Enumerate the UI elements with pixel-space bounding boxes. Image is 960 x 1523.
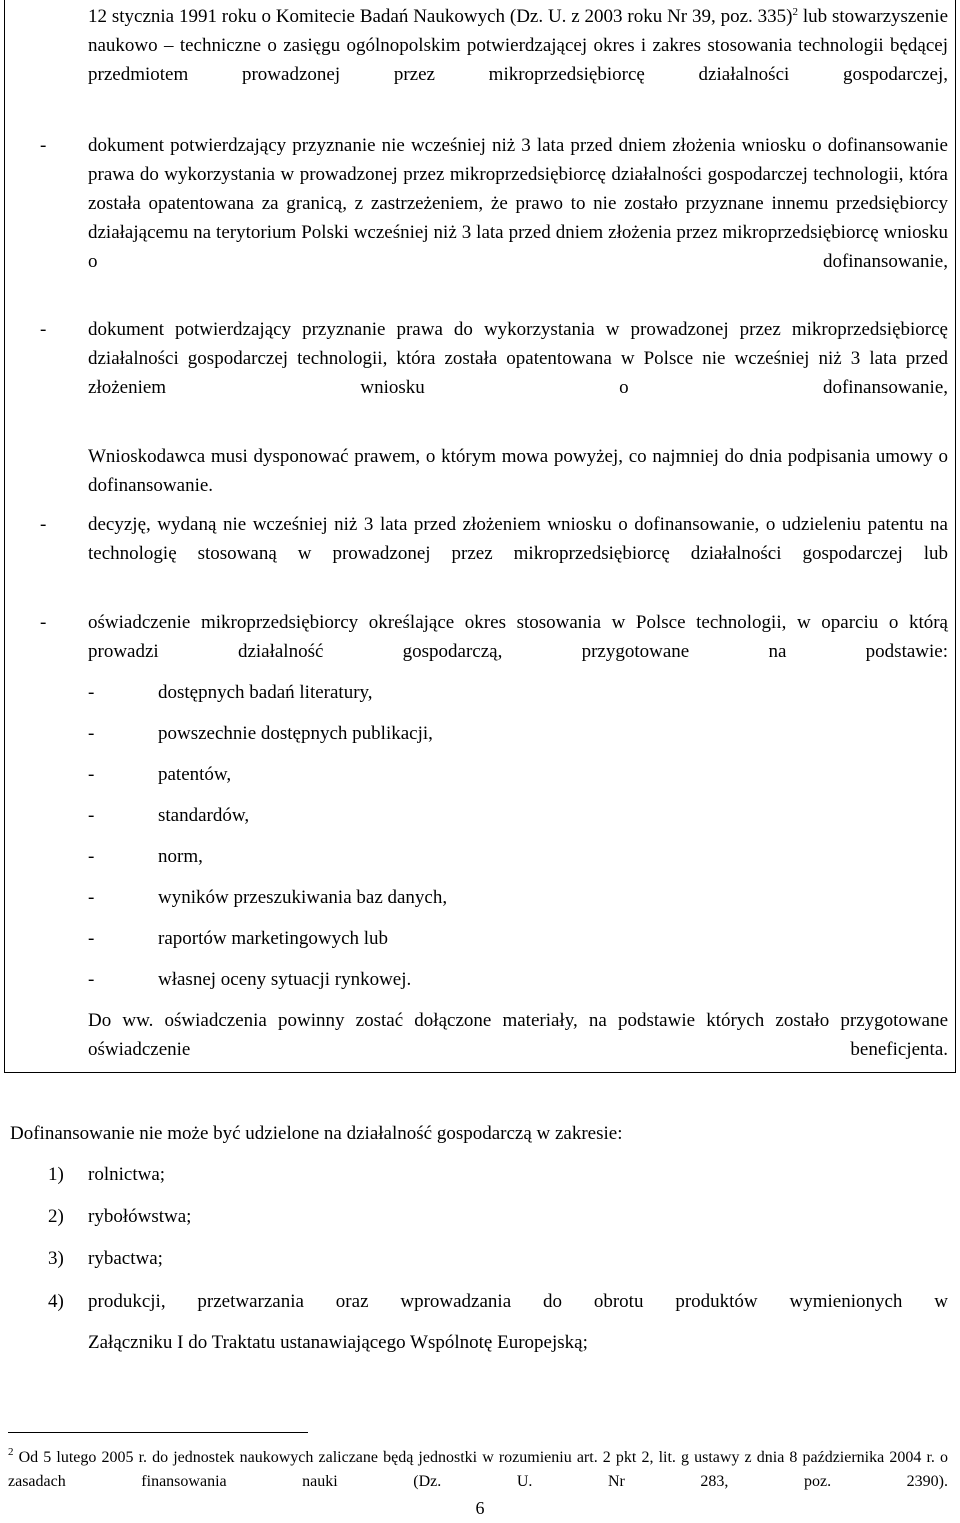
list-dash: - <box>88 723 95 744</box>
bullet-2: dokument potwierdzający przyznanie prawa do wykorzystania w prowadzonej przez mikroprzedsiębiorcę działalności gospodarczej technologii, która została opatentowana w Polsce nie wcześniej niż 3 lata przed złożeniem wniosku o dofinansowanie, <box>88 319 948 398</box>
footnote-separator <box>8 1432 308 1433</box>
bullet-3: decyzję, wydaną nie wcześniej niż 3 lata przed złożeniem wniosku o dofinansowanie, o udzieleniu patentu na technologię stosowaną w prowadzonej przez mikroprzedsiębiorcę działalności gospodarczej lub <box>88 514 948 564</box>
item-number: 4) <box>48 1291 64 1312</box>
item-number: 3) <box>48 1248 64 1269</box>
exclusion-item-continuation: Załączniku I do Traktatu ustanawiającego Wspólnotę Europejską; <box>88 1332 588 1353</box>
bullet-dash: - <box>40 319 47 340</box>
list-item: norm, <box>158 846 203 867</box>
list-dash: - <box>88 805 95 826</box>
bullet-1: dokument potwierdzający przyznanie nie wcześniej niż 3 lata przed dniem złożenia wniosku o dofinansowanie prawa do wykorzystania w prowadzonej przez mikroprzedsiębiorcę działalności gospodarczej technologii, która została opatentowana za granicą, z zastrzeżeniem, że prawo to nie zostało przyznane innemu przedsiębiorcy działającemu na terytorium Polski wcześniej niż 3 lata przed dniem złożenia przez mikroprzedsiębiorcę wniosku o dofinansowanie, <box>88 135 948 272</box>
list-item: standardów, <box>158 805 250 826</box>
page-number: 6 <box>475 1498 485 1518</box>
list-item: wyników przeszukiwania baz danych, <box>158 887 448 908</box>
item-number: 2) <box>48 1206 64 1227</box>
bullet-4: oświadczenie mikroprzedsiębiorcy określające okres stosowania w Polsce technologii, w oparciu o którą prowadzi działalność gospodarczą, przygotowane na podstawie: <box>88 612 948 662</box>
list-item: powszechnie dostępnych publikacji, <box>158 723 433 744</box>
intro-line-1: 12 stycznia 1991 roku o Komitecie Badań Naukowych (Dz. U. z 2003 roku Nr 39, <box>88 6 716 27</box>
exclusion-item: rybołówstwa; <box>88 1206 192 1227</box>
list-dash: - <box>88 928 95 949</box>
footnote-ref: 2 <box>792 6 798 18</box>
list-dash: - <box>88 846 95 867</box>
exclusion-item: rybactwa; <box>88 1248 163 1269</box>
closing-paragraph: Do ww. oświadczenia powinny zostać dołączone materiały, na podstawie których zostało przygotowane oświadczenie beneficjenta. <box>88 1010 948 1060</box>
intro-line-2b: lub stowarzyszenie naukowo – techniczne o zasięgu ogólnopolskim potwierdzającej okres i zakres stosowania technologii będącej przedmiotem prowadzonej przez mikroprzedsiębiorcę działalności gospodarczej, <box>88 6 949 85</box>
bullet-dash: - <box>40 514 47 535</box>
footnote-text: Od 5 lutego 2005 r. do jednostek naukowych zaliczane będą jednostki w rozumieniu art. 2 pkt 2, lit. g ustawy z dnia 8 października 2004 r. o zasadach finansowania nauki (Dz. U. Nr 283, poz. 2390). <box>8 1449 948 1490</box>
intro-line-2a: poz. 335) <box>720 6 793 27</box>
list-item: raportów marketingowych lub <box>158 928 389 949</box>
item-number: 1) <box>48 1164 64 1185</box>
list-dash: - <box>88 887 95 908</box>
bullet-dash: - <box>40 135 47 156</box>
list-item: patentów, <box>158 764 232 785</box>
exclusion-item: produkcji, przetwarzania oraz wprowadzania do obrotu produktów wymienionych w <box>88 1291 948 1312</box>
intro-paragraph <box>88 2 948 118</box>
exclusion-intro: Dofinansowanie nie może być udzielone na działalność gospodarczą w zakresie: <box>10 1123 623 1144</box>
list-item: dostępnych badań literatury, <box>158 682 373 703</box>
list-item: własnej oceny sytuacji rynkowej. <box>158 969 412 990</box>
bullet-dash: - <box>40 612 47 633</box>
list-dash: - <box>88 764 95 785</box>
list-dash: - <box>88 682 95 703</box>
list-dash: - <box>88 969 95 990</box>
footnote-mark: 2 <box>8 1446 14 1458</box>
exclusion-item: rolnictwa; <box>88 1164 166 1185</box>
note-paragraph: Wnioskodawca musi dysponować prawem, o którym mowa powyżej, co najmniej do dnia podpisania umowy o dofinansowanie. <box>88 446 948 496</box>
